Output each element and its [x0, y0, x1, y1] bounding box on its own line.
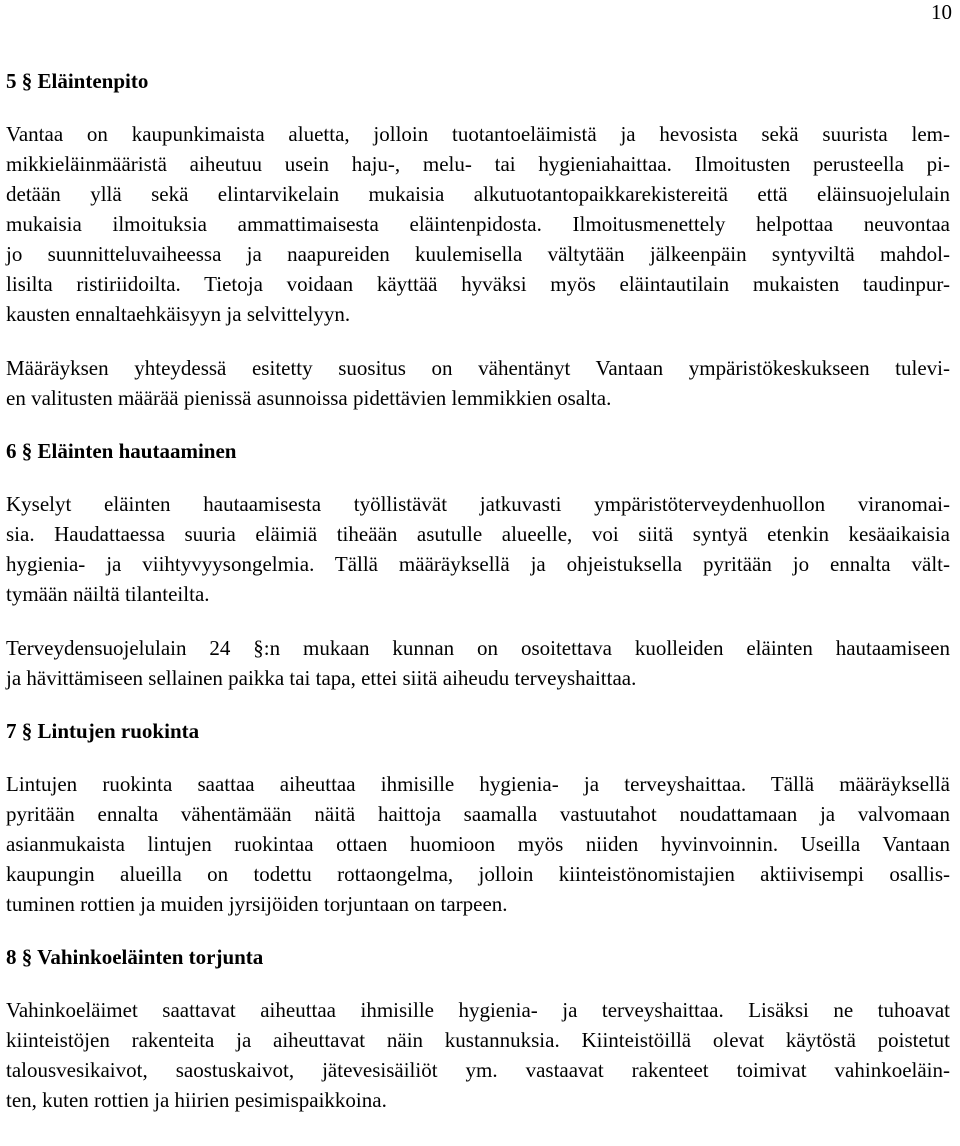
text-line: jo suunnitteluvaiheessa ja naapureiden kuulemisella vältytään jälkeenpäin syntyviltä mahdol-	[6, 242, 950, 266]
text-line: sia. Haudattaessa suuria eläimiä tiheään asutulle alueelle, voi siitä syntyä etenkin kesäaikaisia	[6, 522, 950, 546]
text-line: en valitusten määrää pienissä asunnoissa pidettävien lemmikkien osalta.	[6, 386, 612, 410]
document-body	[6, 66, 950, 1139]
section-heading: 6 § Eläinten hautaaminen	[6, 439, 237, 463]
text-line: tymään näiltä tilanteilta.	[6, 582, 210, 606]
text-line: kausten ennaltaehkäisyyn ja selvittelyyn.	[6, 302, 351, 326]
page-number: 10	[931, 0, 952, 24]
text-line: ja hävittämiseen sellainen paikka tai tapa, ettei siitä aiheudu terveyshaittaa.	[6, 666, 637, 690]
text-line: kaupungin alueilla on todettu rottaongelma, jolloin kiinteistönomistajien aktiivisempi osallis-	[6, 862, 950, 886]
section-7	[6, 716, 950, 919]
section-heading: 5 § Eläintenpito	[6, 69, 149, 93]
text-line: tuminen rottien ja muiden jyrsijöiden torjuntaan on tarpeen.	[6, 892, 508, 916]
text-line: detään yllä sekä elintarvikelain mukaisia alkutuotantopaikkarekistereitä että eläinsuojelulain	[6, 182, 950, 206]
text-line: talousvesikaivot, saostuskaivot, jätevesisäiliöt ym. vastaavat rakenteet toimivat vahinkoeläin-	[6, 1058, 950, 1082]
text-line: Kyselyt eläinten hautaamisesta työllistävät jatkuvasti ympäristöterveydenhuollon viranomai-	[6, 492, 950, 516]
text-line: Vantaa on kaupunkimaista aluetta, jolloin tuotantoeläimistä ja hevosista sekä suurista lem-	[6, 122, 950, 146]
paragraph	[6, 353, 950, 413]
paragraph	[6, 995, 950, 1115]
text-line: kiinteistöjen rakenteita ja aiheuttavat näin kustannuksia. Kiinteistöillä olevat käytöstä poistetut	[6, 1028, 950, 1052]
paragraph	[6, 769, 950, 919]
text-line: Lintujen ruokinta saattaa aiheuttaa ihmisille hygienia- ja terveyshaittaa. Tällä määräyksellä	[6, 772, 950, 796]
text-line: Terveydensuojelulain 24 §:n mukaan kunnan on osoitettava kuolleiden eläinten hautaamiseen	[6, 636, 950, 660]
section-heading: 8 § Vahinkoeläinten torjunta	[6, 945, 264, 969]
text-line: pyritään ennalta vähentämään näitä haittoja saamalla vastuutahot noudattamaan ja valvomaan	[6, 802, 950, 826]
text-line: Vahinkoeläimet saattavat aiheuttaa ihmisille hygienia- ja terveyshaittaa. Lisäksi ne tuhoavat	[6, 998, 950, 1022]
text-line: mikkieläinmääristä aiheutuu usein haju-, melu- tai hygieniahaittaa. Ilmoitusten perusteella pi-	[6, 152, 950, 176]
paragraph	[6, 489, 950, 609]
paragraph	[6, 633, 950, 693]
section-8	[6, 942, 950, 1115]
text-line: hygienia- ja viihtyvyysongelmia. Tällä määräyksellä ja ohjeistuksella pyritään jo ennalta vält-	[6, 552, 950, 576]
text-line: asianmukaista lintujen ruokintaa ottaen huomioon myös niiden hyvinvoinnin. Useilla Vantaan	[6, 832, 950, 856]
text-line: Määräyksen yhteydessä esitetty suositus on vähentänyt Vantaan ympäristökeskukseen tulevi-	[6, 356, 950, 380]
section-heading: 7 § Lintujen ruokinta	[6, 719, 200, 743]
text-line: mukaisia ilmoituksia ammattimaisesta eläintenpidosta. Ilmoitusmenettely helpottaa neuvontaa	[6, 212, 950, 236]
section-5	[6, 66, 950, 413]
section-6	[6, 436, 950, 693]
text-line: ten, kuten rottien ja hiirien pesimispaikkoina.	[6, 1088, 387, 1112]
paragraph	[6, 119, 950, 329]
text-line: lisilta ristiriidoilta. Tietoja voidaan käyttää hyväksi myös eläintautilain mukaisten taudinpur-	[6, 272, 950, 296]
